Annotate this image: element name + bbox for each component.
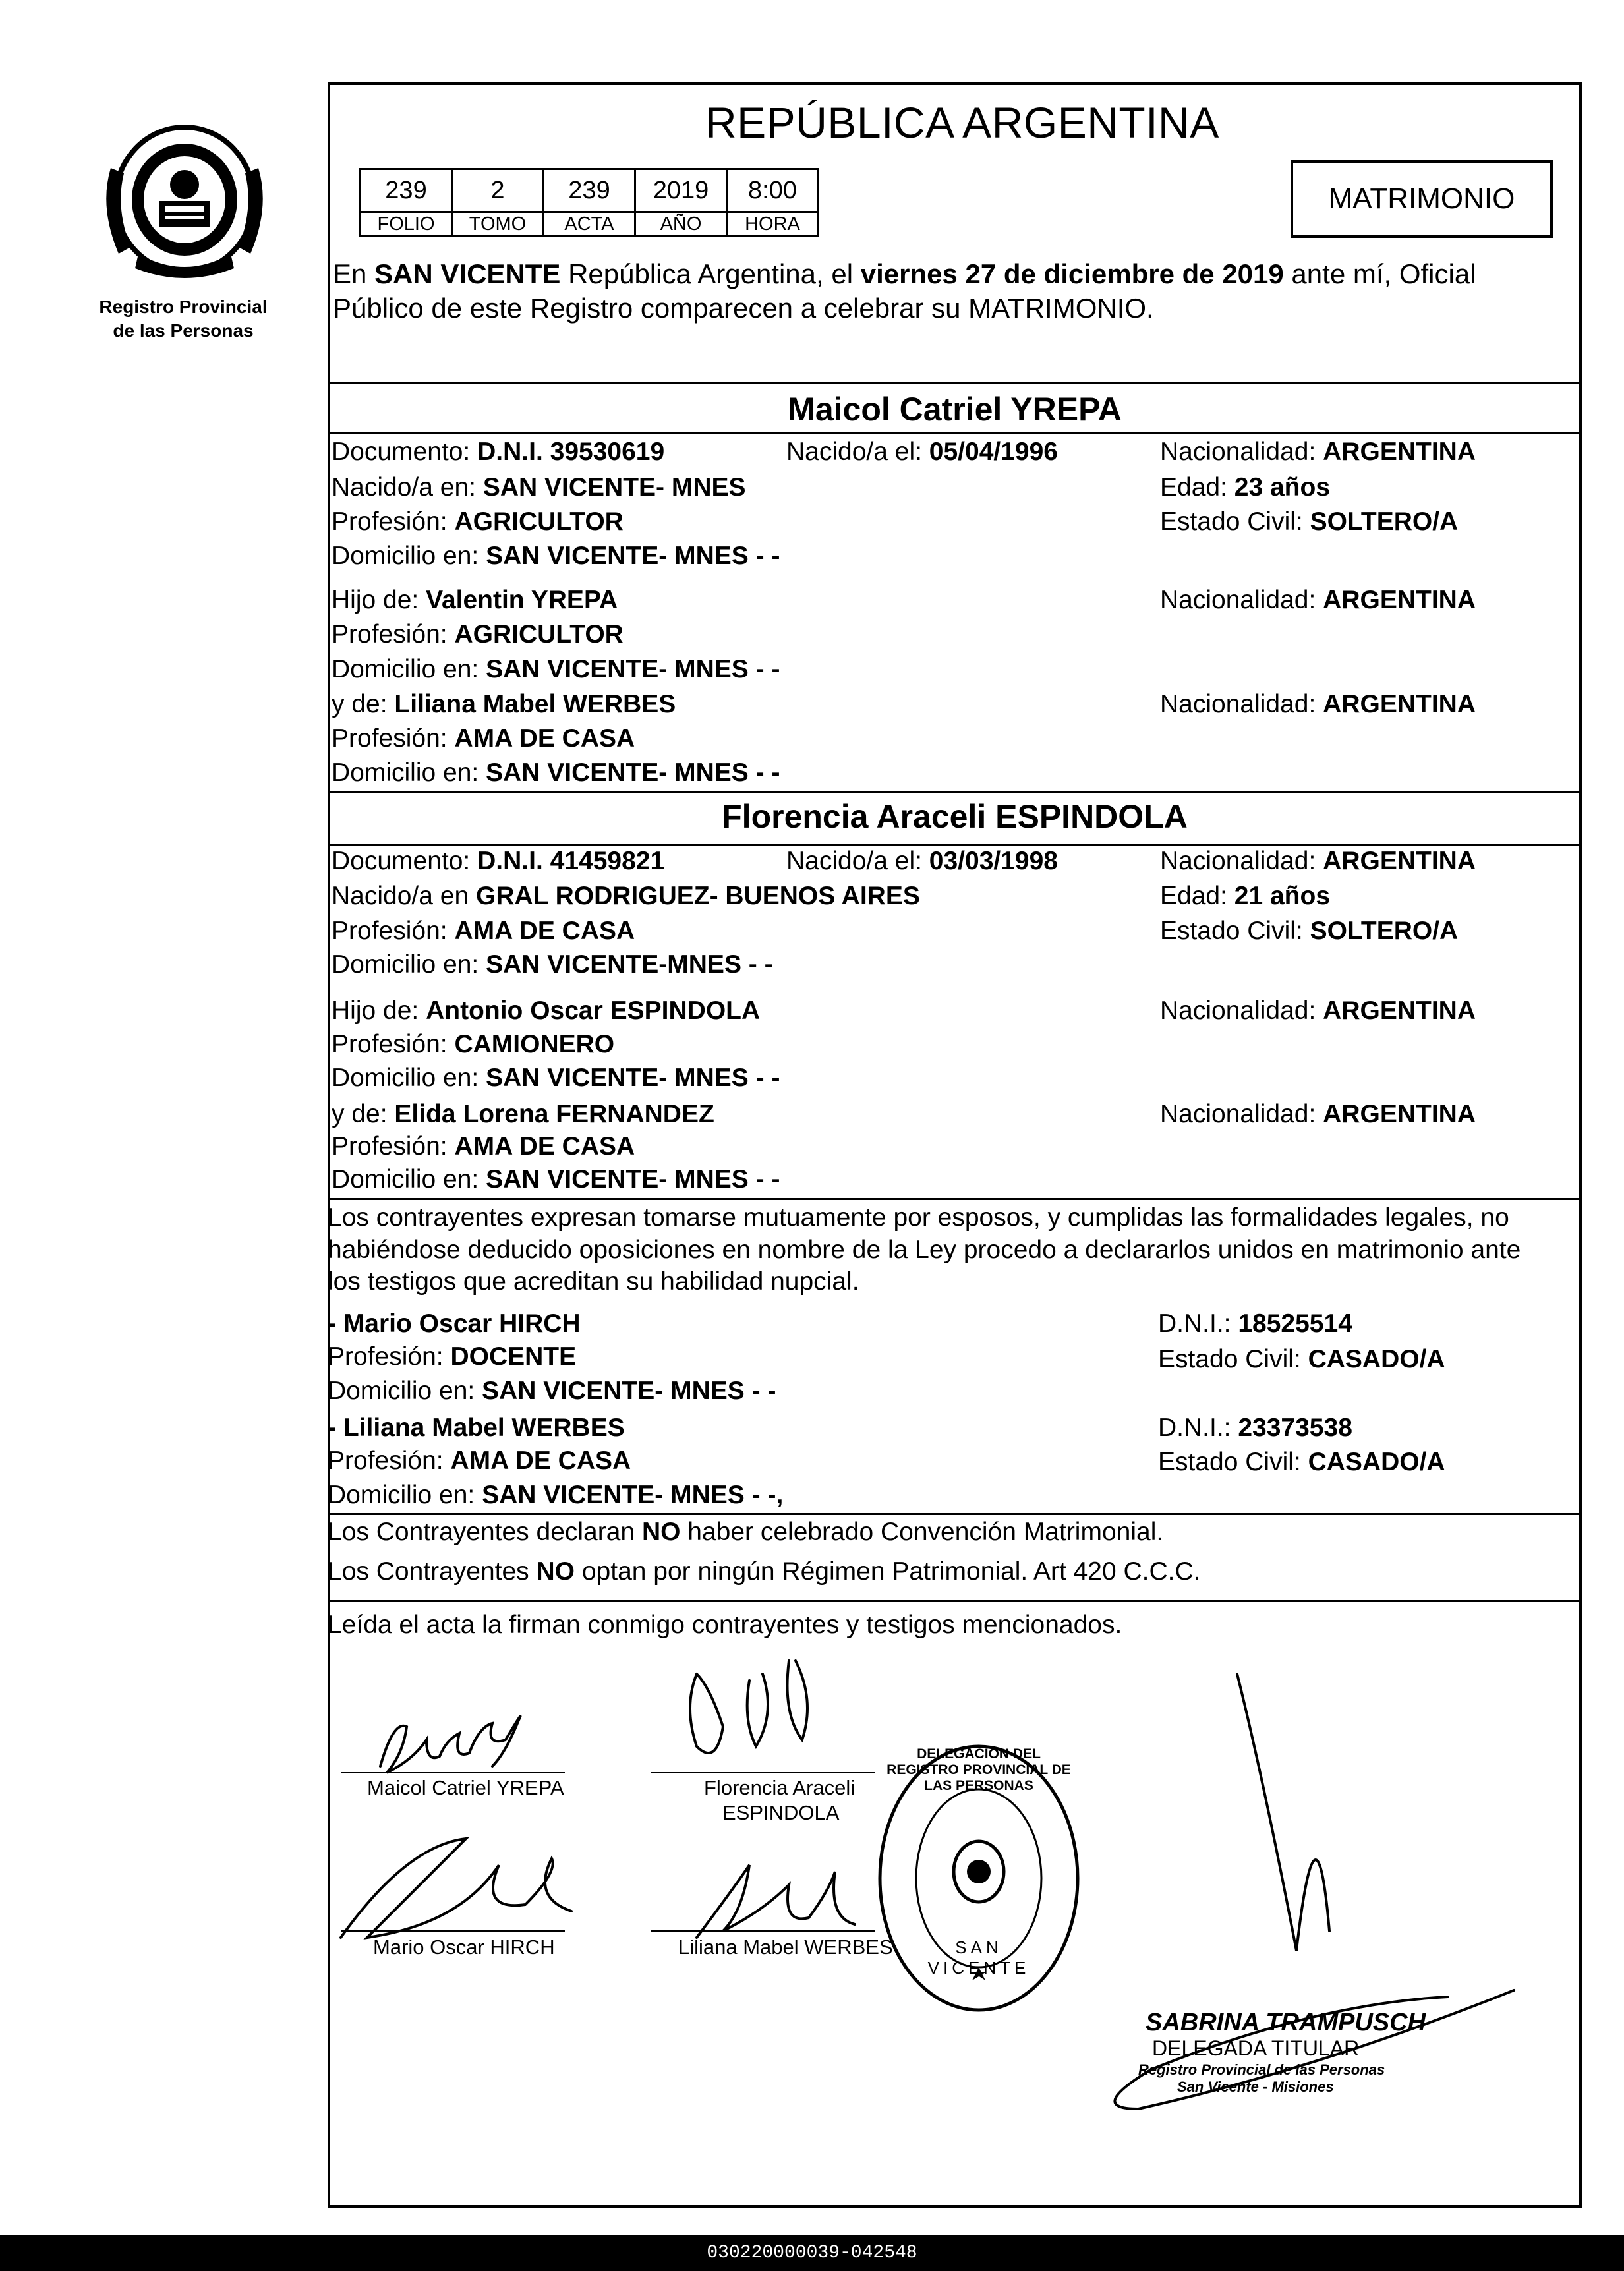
bride-signature-label-line1: Florencia Araceli	[704, 1776, 856, 1799]
seal-ring-text: DELEGACION DEL REGISTRO PROVINCIAL DE LAS PERSONAS	[886, 1746, 1071, 1793]
tomo-label: TOMO	[452, 212, 544, 237]
document-barcode-text: 030220000039-042548	[0, 2235, 1624, 2271]
witness2-profession: Profesión: AMA DE CASA	[328, 1447, 631, 1475]
bride-birthplace: Nacido/a en GRAL RODRIGUEZ- BUENOS AIRES	[332, 882, 920, 910]
groom-father-nationality: Nacionalidad: ARGENTINA	[1160, 586, 1476, 614]
year-label: AÑO	[635, 212, 727, 237]
witness1-signature-label: Mario Oscar HIRCH	[373, 1936, 555, 1959]
divider	[328, 1198, 1582, 1200]
bride-domicile: Domicilio en: SAN VICENTE-MNES - -	[332, 950, 773, 979]
bride-father-domicile: Domicilio en: SAN VICENTE- MNES - -	[332, 1064, 780, 1092]
divider	[328, 791, 1582, 793]
groom-name: Maicol Catriel YREPA	[788, 391, 1122, 428]
bride-document: Documento: D.N.I. 41459821	[332, 847, 665, 875]
groom-signature-icon	[380, 1716, 521, 1773]
hour-label: HORA	[727, 212, 819, 237]
bride-signature-icon	[690, 1661, 807, 1753]
witness2-name: - Liliana Mabel WERBES	[328, 1414, 625, 1442]
groom-father-profession: Profesión: AGRICULTOR	[332, 620, 624, 648]
province-coat-of-arms-icon	[99, 115, 270, 287]
country-title: REPÚBLICA ARGENTINA	[705, 98, 1219, 147]
groom-profession: Profesión: AGRICULTOR	[332, 507, 624, 536]
logo-caption	[78, 295, 289, 343]
witness2-signature-icon	[697, 1865, 855, 1938]
groom-mother-domicile: Domicilio en: SAN VICENTE- MNES - -	[332, 759, 780, 787]
registry-reference-table	[359, 168, 819, 237]
witness2-civil-status: Estado Civil: CASADO/A	[1158, 1448, 1445, 1476]
divider	[328, 382, 1582, 384]
bride-mother-profession: Profesión: AMA DE CASA	[332, 1132, 635, 1161]
seal-city: SAN VICENTE	[927, 1938, 1030, 1978]
province-logo	[99, 115, 270, 287]
groom-civil-status: Estado Civil: SOLTERO/A	[1160, 507, 1459, 536]
declaration-line1: Los contrayentes expresan tomarse mutuamente por esposos, y cumplidas las formalidades legales, no	[328, 1203, 1509, 1232]
bride-signature-label-line2: ESPINDOLA	[722, 1801, 840, 1824]
witness2-dni: D.N.I.: 23373538	[1158, 1414, 1352, 1442]
groom-mother: y de: Liliana Mabel WERBES	[332, 690, 676, 718]
witness1-domicile: Domicilio en: SAN VICENTE- MNES - -	[328, 1377, 776, 1405]
witness1-civil-status: Estado Civil: CASADO/A	[1158, 1345, 1445, 1373]
witness1-signature-icon	[341, 1839, 571, 1938]
witness1-dni: D.N.I.: 18525514	[1158, 1309, 1352, 1338]
bride-mother: y de: Elida Lorena FERNANDEZ	[332, 1100, 714, 1128]
bride-name: Florencia Araceli ESPINDOLA	[722, 798, 1188, 835]
folio-value: 239	[361, 169, 452, 212]
groom-mother-profession: Profesión: AMA DE CASA	[332, 724, 635, 753]
witness1-name: - Mario Oscar HIRCH	[328, 1309, 581, 1338]
intro-line2: Público de este Registro comparecen a celebrar su MATRIMONIO.	[333, 293, 1154, 324]
hour-value: 8:00	[727, 169, 819, 212]
witness2-domicile: Domicilio en: SAN VICENTE- MNES - -,	[328, 1481, 784, 1509]
acta-label: ACTA	[544, 212, 635, 237]
bride-father-nationality: Nacionalidad: ARGENTINA	[1160, 996, 1476, 1025]
bride-mother-nationality: Nacionalidad: ARGENTINA	[1160, 1100, 1476, 1128]
bride-age: Edad: 21 años	[1160, 882, 1331, 910]
groom-birthplace: Nacido/a en: SAN VICENTE- MNES	[332, 473, 746, 502]
bride-father: Hijo de: Antonio Oscar ESPINDOLA	[332, 996, 761, 1025]
groom-birth-date: Nacido/a el: 05/04/1996	[786, 438, 1058, 466]
regime-line1: Los Contrayentes declaran NO haber celebrado Convención Matrimonial.	[328, 1518, 1164, 1546]
groom-nationality: Nacionalidad: ARGENTINA	[1160, 438, 1476, 466]
declaration-line3: los testigos que acreditan su habilidad nupcial.	[328, 1267, 859, 1296]
official-name: SABRINA TRAMPUSCH	[1146, 2009, 1426, 2036]
bride-civil-status: Estado Civil: SOLTERO/A	[1160, 917, 1459, 945]
bride-father-profession: Profesión: CAMIONERO	[332, 1030, 615, 1058]
year-value: 2019	[635, 169, 727, 212]
groom-signature-label: Maicol Catriel YREPA	[367, 1776, 564, 1799]
official-role: DELEGADA TITULAR	[1152, 2036, 1360, 2060]
intro-date: viernes 27 de diciembre de 2019	[860, 258, 1284, 289]
bride-profession: Profesión: AMA DE CASA	[332, 917, 635, 945]
groom-age: Edad: 23 años	[1160, 473, 1331, 502]
groom-domicile: Domicilio en: SAN VICENTE- MNES - -	[332, 542, 780, 570]
official-office: Registro Provincial de las Personas	[1138, 2061, 1385, 2078]
closing-statement: Leída el acta la firman conmigo contrayentes y testigos mencionados.	[328, 1611, 1122, 1639]
groom-father-domicile: Domicilio en: SAN VICENTE- MNES - -	[332, 655, 780, 683]
groom-father: Hijo de: Valentin YREPA	[332, 586, 618, 614]
intro-line1: En SAN VICENTE República Argentina, el viernes 27 de diciembre de 2019 ante mí, Oficial	[333, 258, 1476, 289]
divider	[328, 1600, 1582, 1602]
witness2-signature-label: Liliana Mabel WERBES	[678, 1936, 893, 1959]
logo-caption-line1: Registro Provincial	[99, 297, 268, 317]
declaration-line2: habiéndose deducido oposiciones en nombre de la Ley procedo a declararlos unidos en matrimonio ante	[328, 1236, 1521, 1264]
act-type-box: MATRIMONIO	[1290, 160, 1553, 238]
regime-line2: Los Contrayentes NO optan por ningún Régimen Patrimonial. Art 420 C.C.C.	[328, 1557, 1201, 1586]
tomo-value: 2	[452, 169, 544, 212]
bride-nationality: Nacionalidad: ARGENTINA	[1160, 847, 1476, 875]
acta-value: 239	[544, 169, 635, 212]
bride-mother-domicile: Domicilio en: SAN VICENTE- MNES - -	[332, 1165, 780, 1193]
witness1-profession: Profesión: DOCENTE	[328, 1342, 577, 1371]
official-location: San Vicente - Misiones	[1177, 2079, 1334, 2095]
groom-document: Documento: D.N.I. 39530619	[332, 438, 665, 466]
intro-city: SAN VICENTE	[374, 258, 561, 289]
divider	[328, 1513, 1582, 1515]
divider	[328, 432, 1582, 434]
registry-seal	[873, 1740, 1084, 2017]
bride-birth-date: Nacido/a el: 03/03/1998	[786, 847, 1058, 875]
divider	[328, 844, 1582, 846]
groom-mother-nationality: Nacionalidad: ARGENTINA	[1160, 690, 1476, 718]
folio-label: FOLIO	[361, 212, 452, 237]
logo-caption-line2: de las Personas	[113, 320, 254, 341]
